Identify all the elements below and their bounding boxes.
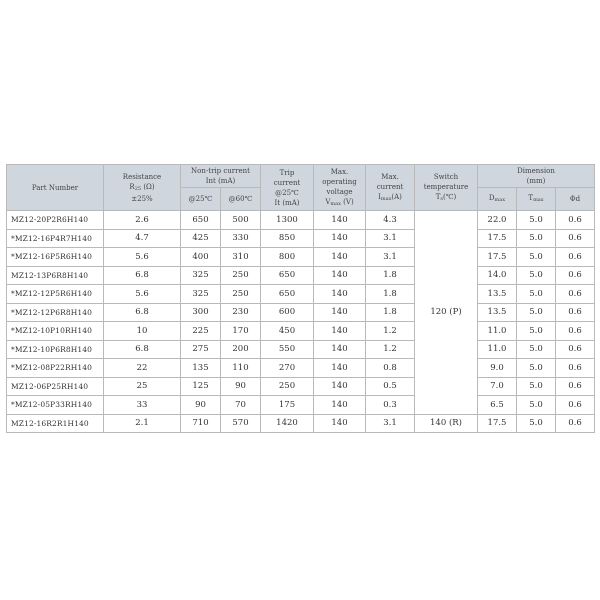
cell-phi: 0.6 xyxy=(556,396,595,415)
cell-d: 7.0 xyxy=(478,377,517,396)
cell-it: 175 xyxy=(261,396,314,415)
cell-i60: 110 xyxy=(221,359,261,378)
cell-i60: 570 xyxy=(221,414,261,433)
table-row xyxy=(7,285,595,304)
header-max-voltage: Max. operating voltage $V_{max}$ (V) xyxy=(314,165,366,211)
cell-v: 140 xyxy=(314,303,366,322)
cell-imax: 0.8 xyxy=(366,359,415,378)
table-row xyxy=(7,414,595,433)
header-row-1 xyxy=(7,165,595,188)
cell-it: 850 xyxy=(261,229,314,248)
cell-i60: 500 xyxy=(221,211,261,230)
table-row xyxy=(7,322,595,341)
cell-d: 13.5 xyxy=(478,285,517,304)
cell-part: *MZ12-12P6R8H140 xyxy=(7,303,104,322)
cell-it: 550 xyxy=(261,340,314,359)
table-row xyxy=(7,248,595,267)
cell-phi: 0.6 xyxy=(556,414,595,433)
cell-i25: 135 xyxy=(181,359,221,378)
cell-part: *MZ12-12P5R6H140 xyxy=(7,285,104,304)
cell-phi: 0.6 xyxy=(556,211,595,230)
cell-part: MZ12-13P6R8H140 xyxy=(7,266,104,285)
cell-phi: 0.6 xyxy=(556,229,595,248)
table-row xyxy=(7,396,595,415)
cell-v: 140 xyxy=(314,322,366,341)
cell-part: *MZ12-10P10RH140 xyxy=(7,322,104,341)
cell-switch-temperature: 140 (R) xyxy=(415,414,478,433)
cell-v: 140 xyxy=(314,396,366,415)
cell-i60: 230 xyxy=(221,303,261,322)
cell-t: 5.0 xyxy=(517,285,556,304)
cell-v: 140 xyxy=(314,359,366,378)
cell-imax: 1.2 xyxy=(366,340,415,359)
cell-t: 5.0 xyxy=(517,414,556,433)
cell-part: MZ12-16R2R1H140 xyxy=(7,414,104,433)
cell-t: 5.0 xyxy=(517,266,556,285)
cell-it: 250 xyxy=(261,377,314,396)
table-row xyxy=(7,266,595,285)
header-switch-temperature: Switch temperature $T_s(℃)$ xyxy=(415,165,478,211)
table-row xyxy=(7,211,595,230)
table-body xyxy=(7,211,595,433)
cell-t: 5.0 xyxy=(517,229,556,248)
cell-phi: 0.6 xyxy=(556,285,595,304)
cell-i25: 125 xyxy=(181,377,221,396)
cell-it: 600 xyxy=(261,303,314,322)
table-row xyxy=(7,359,595,378)
cell-r: 6.8 xyxy=(104,340,181,359)
table-row xyxy=(7,303,595,322)
cell-it: 450 xyxy=(261,322,314,341)
cell-it: 1420 xyxy=(261,414,314,433)
cell-imax: 0.5 xyxy=(366,377,415,396)
cell-d: 17.5 xyxy=(478,229,517,248)
cell-v: 140 xyxy=(314,229,366,248)
cell-phi: 0.6 xyxy=(556,359,595,378)
cell-phi: 0.6 xyxy=(556,377,595,396)
cell-v: 140 xyxy=(314,377,366,396)
cell-phi: 0.6 xyxy=(556,322,595,341)
cell-r: 33 xyxy=(104,396,181,415)
cell-i25: 300 xyxy=(181,303,221,322)
table-row xyxy=(7,377,595,396)
cell-v: 140 xyxy=(314,340,366,359)
cell-imax: 3.1 xyxy=(366,229,415,248)
cell-v: 140 xyxy=(314,285,366,304)
cell-phi: 0.6 xyxy=(556,303,595,322)
cell-t: 5.0 xyxy=(517,248,556,267)
cell-t: 5.0 xyxy=(517,377,556,396)
cell-phi: 0.6 xyxy=(556,340,595,359)
cell-part: *MZ12-16P4R7H140 xyxy=(7,229,104,248)
cell-i60: 330 xyxy=(221,229,261,248)
cell-r: 25 xyxy=(104,377,181,396)
cell-d: 11.0 xyxy=(478,322,517,341)
cell-i25: 90 xyxy=(181,396,221,415)
cell-i25: 650 xyxy=(181,211,221,230)
header-resistance: Resistance $R_{25}$ (Ω) ±25% xyxy=(104,165,181,211)
cell-it: 650 xyxy=(261,266,314,285)
cell-r: 6.8 xyxy=(104,266,181,285)
table-row xyxy=(7,229,595,248)
cell-i60: 70 xyxy=(221,396,261,415)
cell-imax: 3.1 xyxy=(366,414,415,433)
spec-table-container xyxy=(6,164,594,433)
cell-imax: 1.8 xyxy=(366,285,415,304)
header-nontrip-60c: @60℃ xyxy=(221,188,261,211)
cell-i60: 90 xyxy=(221,377,261,396)
cell-i60: 170 xyxy=(221,322,261,341)
ptc-thermistor-spec-table xyxy=(6,164,595,433)
cell-it: 650 xyxy=(261,285,314,304)
cell-t: 5.0 xyxy=(517,322,556,341)
cell-d: 22.0 xyxy=(478,211,517,230)
header-phid: Φd xyxy=(556,188,595,211)
header-trip-current: Trip current @25℃ It (mA) xyxy=(261,165,314,211)
cell-d: 14.0 xyxy=(478,266,517,285)
cell-i60: 250 xyxy=(221,266,261,285)
cell-imax: 4.3 xyxy=(366,211,415,230)
cell-phi: 0.6 xyxy=(556,266,595,285)
cell-imax: 3.1 xyxy=(366,248,415,267)
cell-switch-temperature-merged: 120 (P) xyxy=(415,211,478,415)
header-part-number: Part Number xyxy=(7,165,104,211)
cell-d: 17.5 xyxy=(478,248,517,267)
cell-part: *MZ12-10P6R8H140 xyxy=(7,340,104,359)
cell-r: 2.1 xyxy=(104,414,181,433)
cell-v: 140 xyxy=(314,211,366,230)
cell-r: 10 xyxy=(104,322,181,341)
cell-t: 5.0 xyxy=(517,359,556,378)
cell-r: 2.6 xyxy=(104,211,181,230)
header-dmax: $D_{max}$ xyxy=(478,188,517,211)
cell-it: 270 xyxy=(261,359,314,378)
cell-imax: 0.3 xyxy=(366,396,415,415)
cell-i60: 310 xyxy=(221,248,261,267)
cell-d: 11.0 xyxy=(478,340,517,359)
table-row xyxy=(7,340,595,359)
cell-v: 140 xyxy=(314,414,366,433)
cell-v: 140 xyxy=(314,266,366,285)
cell-r: 5.6 xyxy=(104,285,181,304)
cell-t: 5.0 xyxy=(517,340,556,359)
cell-t: 5.0 xyxy=(517,211,556,230)
cell-imax: 1.8 xyxy=(366,303,415,322)
header-nontrip-25c: @25℃ xyxy=(181,188,221,211)
header-max-current: Max. current $I_{max}(A)$ xyxy=(366,165,415,211)
cell-d: 17.5 xyxy=(478,414,517,433)
cell-d: 13.5 xyxy=(478,303,517,322)
cell-i25: 400 xyxy=(181,248,221,267)
cell-r: 5.6 xyxy=(104,248,181,267)
cell-it: 1300 xyxy=(261,211,314,230)
cell-part: *MZ12-08P22RH140 xyxy=(7,359,104,378)
cell-d: 9.0 xyxy=(478,359,517,378)
cell-part: MZ12-20P2R6H140 xyxy=(7,211,104,230)
cell-i25: 325 xyxy=(181,285,221,304)
cell-i25: 225 xyxy=(181,322,221,341)
cell-i25: 425 xyxy=(181,229,221,248)
cell-it: 800 xyxy=(261,248,314,267)
cell-i25: 325 xyxy=(181,266,221,285)
cell-t: 5.0 xyxy=(517,303,556,322)
cell-i60: 250 xyxy=(221,285,261,304)
header-nontrip-current: Non-trip current Int (mA) xyxy=(181,165,261,188)
cell-r: 6.8 xyxy=(104,303,181,322)
cell-v: 140 xyxy=(314,248,366,267)
cell-d: 6.5 xyxy=(478,396,517,415)
cell-t: 5.0 xyxy=(517,396,556,415)
cell-i25: 275 xyxy=(181,340,221,359)
header-tmax: $T_{max}$ xyxy=(517,188,556,211)
cell-part: *MZ12-16P5R6H140 xyxy=(7,248,104,267)
cell-i25: 710 xyxy=(181,414,221,433)
cell-imax: 1.8 xyxy=(366,266,415,285)
cell-i60: 200 xyxy=(221,340,261,359)
cell-r: 22 xyxy=(104,359,181,378)
cell-phi: 0.6 xyxy=(556,248,595,267)
cell-imax: 1.2 xyxy=(366,322,415,341)
cell-part: *MZ12-05P33RH140 xyxy=(7,396,104,415)
header-dimension: Dimension (mm) xyxy=(478,165,595,188)
cell-part: MZ12-06P25RH140 xyxy=(7,377,104,396)
cell-r: 4.7 xyxy=(104,229,181,248)
